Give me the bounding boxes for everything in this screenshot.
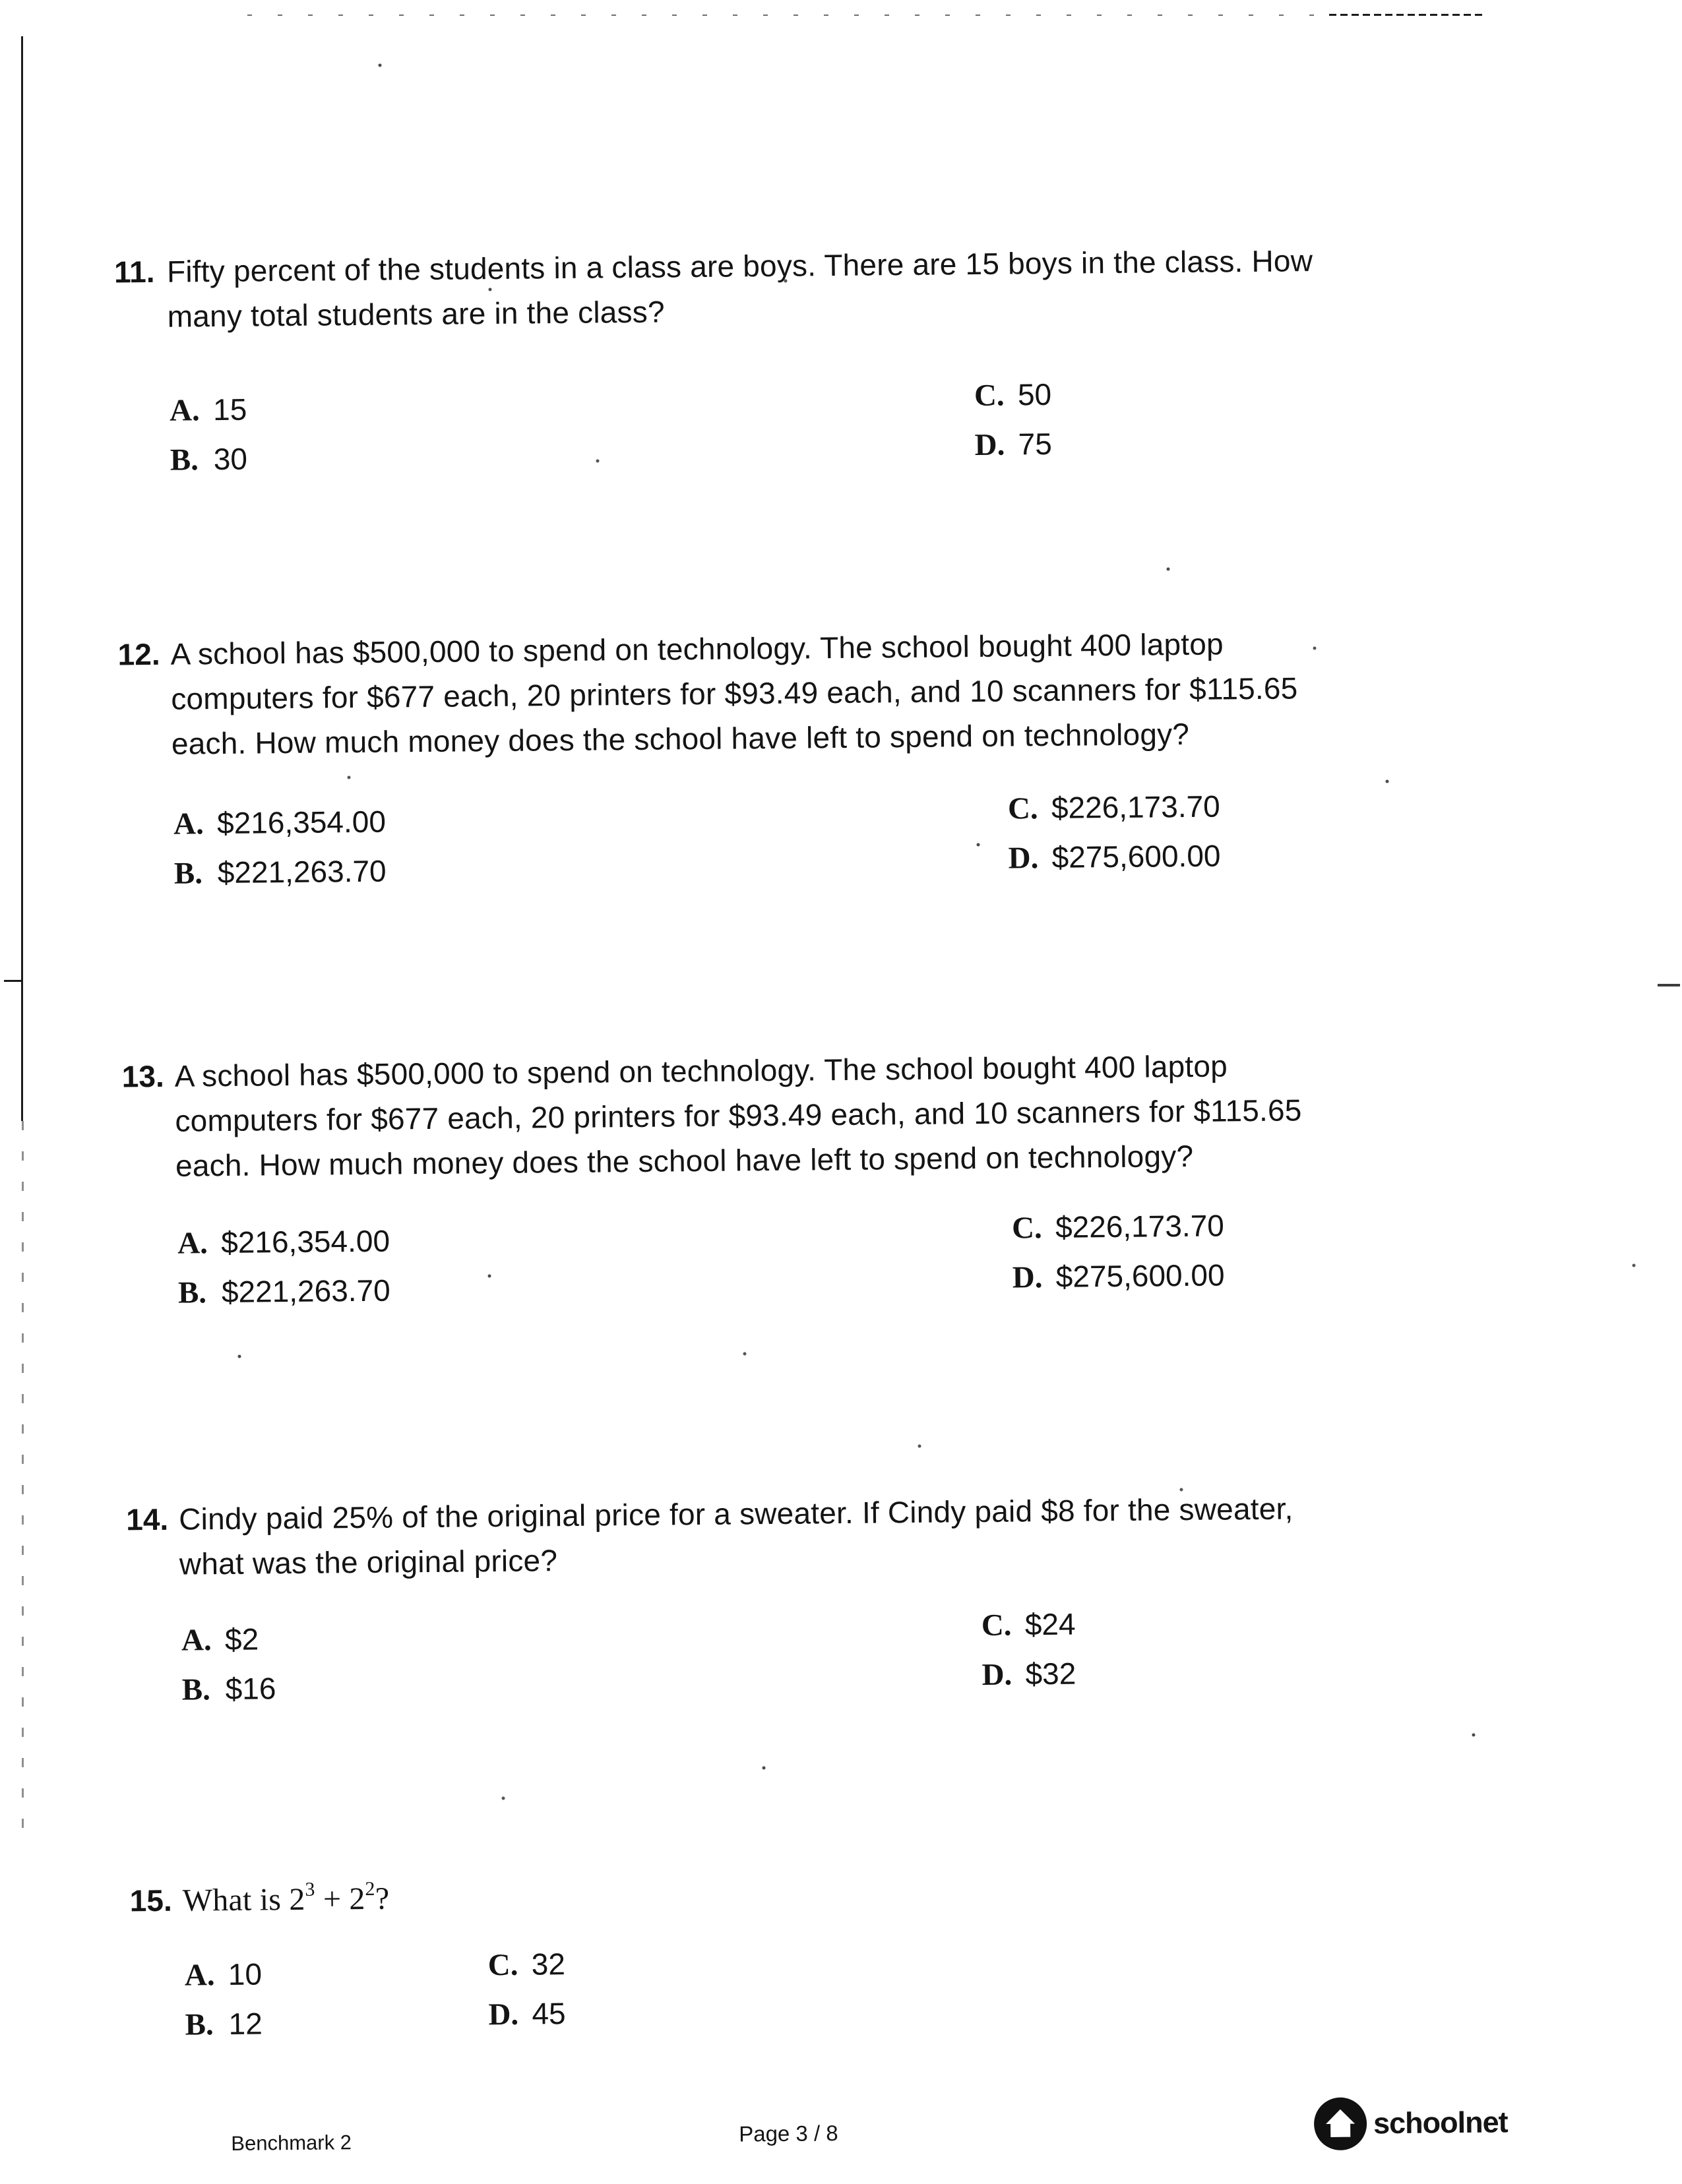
option-label: B. <box>170 442 199 477</box>
option-label: C. <box>1007 791 1038 826</box>
answer-options <box>185 1943 1609 2044</box>
option-label: C. <box>974 378 1005 413</box>
option-d <box>974 426 1052 464</box>
option-label: C. <box>1011 1211 1043 1246</box>
option-label: A. <box>177 1226 208 1261</box>
option-value: 10 <box>228 1957 263 1991</box>
scan-noise-specks <box>0 0 1 1</box>
option-value: $221,263.70 <box>221 1273 390 1310</box>
option-value: 75 <box>1018 426 1053 462</box>
question-13 <box>121 1040 1602 1324</box>
option-label: C. <box>981 1608 1012 1643</box>
answer-options <box>177 1208 1602 1312</box>
option-b <box>181 1658 1605 1709</box>
options-column-right <box>487 1946 566 2046</box>
option-label: D. <box>1008 841 1039 876</box>
option-value: 15 <box>212 392 247 427</box>
option-c <box>1008 788 1220 828</box>
math-text: What is 2 <box>182 1881 305 1918</box>
option-a <box>177 1211 1601 1263</box>
options-column-left <box>181 1608 1605 1709</box>
option-a <box>181 1608 1605 1660</box>
question-text-line: Cindy paid 25% of the original price for a sweater. If Cindy paid $8 for the sweater, <box>178 1491 1293 1536</box>
option-label: D. <box>1012 1260 1043 1295</box>
question-text-line: what was the original price? <box>179 1543 558 1581</box>
option-value: $24 <box>1024 1606 1076 1642</box>
question-text-line <box>182 1876 389 1924</box>
options-column-left <box>177 1211 1602 1312</box>
question-text-line: A school has $500,000 to spend on technology. The school bought 400 laptop <box>174 1048 1228 1093</box>
math-text: + 2 <box>315 1881 365 1917</box>
option-c <box>981 1606 1076 1645</box>
question-14 <box>126 1483 1605 1721</box>
option-label: A. <box>169 393 201 428</box>
question-11 <box>114 235 1594 491</box>
option-b <box>170 428 1594 479</box>
option-a <box>170 379 1593 430</box>
question-text-line: computers for $677 each, 20 printers for $93.49 each, and 10 scanners for $115.65 <box>175 1093 1302 1138</box>
math-exponent: 3 <box>305 1878 315 1900</box>
option-c <box>974 377 1052 415</box>
question-text-line: A school has $500,000 to spend on technology. The school bought 400 laptop <box>170 626 1224 671</box>
option-d <box>488 1995 566 2034</box>
question-text-line: each. How much money does the school have left to spend on technology? <box>175 1138 1194 1183</box>
option-value: $216,354.00 <box>216 804 387 841</box>
option-value: $16 <box>225 1671 276 1706</box>
math-exponent: 2 <box>365 1877 375 1900</box>
option-value: $275,600.00 <box>1055 1258 1225 1294</box>
option-c <box>487 1946 565 1984</box>
option-b <box>185 1993 1608 2044</box>
question-text <box>167 238 1313 339</box>
options-column-right <box>1008 788 1221 889</box>
options-column-right <box>981 1606 1076 1706</box>
answer-options <box>181 1608 1605 1709</box>
option-label: C. <box>487 1947 518 1983</box>
option-d <box>1012 1257 1225 1296</box>
question-15 <box>129 1864 1608 2056</box>
question-number: 13. <box>121 1058 164 1094</box>
option-value: $275,600.00 <box>1051 838 1221 874</box>
option-value: 30 <box>213 441 248 477</box>
question-text-line: many total students are in the class? <box>167 294 665 334</box>
question-number: 11. <box>113 254 155 289</box>
option-value: $2 <box>224 1622 259 1657</box>
option-label: B. <box>177 1275 207 1310</box>
option-a <box>173 792 1597 843</box>
question-text <box>170 621 1298 766</box>
footer-page-number: Page 3 / 8 <box>739 2121 838 2146</box>
option-label: A. <box>181 1623 212 1658</box>
option-b <box>174 841 1598 893</box>
option-b <box>178 1261 1602 1312</box>
option-label: D. <box>974 427 1005 463</box>
option-label: B. <box>181 1672 211 1707</box>
footer-benchmark-label: Benchmark 2 <box>231 2131 352 2155</box>
question-text <box>179 1486 1293 1586</box>
option-value: $32 <box>1025 1656 1076 1691</box>
schoolnet-logo-text: schoolnet <box>1373 2105 1508 2140</box>
option-label: A. <box>184 1958 215 1993</box>
question-text-line: Fifty percent of the students in a class are boys. There are 15 boys in the class. How <box>166 243 1313 289</box>
answer-options <box>170 379 1594 479</box>
schoolnet-house-icon <box>1313 2096 1369 2152</box>
question-number: 12. <box>117 636 160 672</box>
question-number: 15. <box>129 1883 172 1918</box>
option-label: D. <box>981 1657 1012 1692</box>
question-text <box>182 1876 389 1924</box>
options-column-left <box>173 792 1598 893</box>
option-label: B. <box>185 2007 214 2042</box>
option-label: B. <box>173 856 203 891</box>
option-value: $226,173.70 <box>1051 789 1220 825</box>
option-c <box>1012 1207 1224 1247</box>
options-column-right <box>1012 1207 1225 1308</box>
option-value: 12 <box>228 2006 263 2041</box>
option-d <box>1008 837 1220 877</box>
answer-options <box>173 789 1598 893</box>
question-text <box>174 1043 1302 1188</box>
schoolnet-logo <box>1313 2094 1508 2152</box>
options-column-left <box>185 1943 1609 2044</box>
option-value: 32 <box>531 1947 566 1982</box>
question-12 <box>117 618 1598 905</box>
option-value: $221,263.70 <box>217 853 387 890</box>
option-label: A. <box>173 806 204 841</box>
option-value: $226,173.70 <box>1055 1208 1225 1244</box>
option-label: D. <box>488 1997 519 2032</box>
options-column-right <box>974 377 1053 476</box>
question-text-line: each. How much money does the school have left to spend on technology? <box>171 716 1190 761</box>
question-text-line: computers for $677 each, 20 printers for $93.49 each, and 10 scanners for $115.65 <box>171 671 1298 716</box>
option-value: 45 <box>532 1996 566 2031</box>
option-value: $216,354.00 <box>220 1223 390 1260</box>
option-d <box>981 1656 1076 1694</box>
options-column-left <box>170 379 1594 479</box>
question-number: 14. <box>125 1502 169 1537</box>
option-a <box>185 1943 1608 1995</box>
math-text: ? <box>375 1881 390 1916</box>
option-value: 50 <box>1017 377 1052 412</box>
